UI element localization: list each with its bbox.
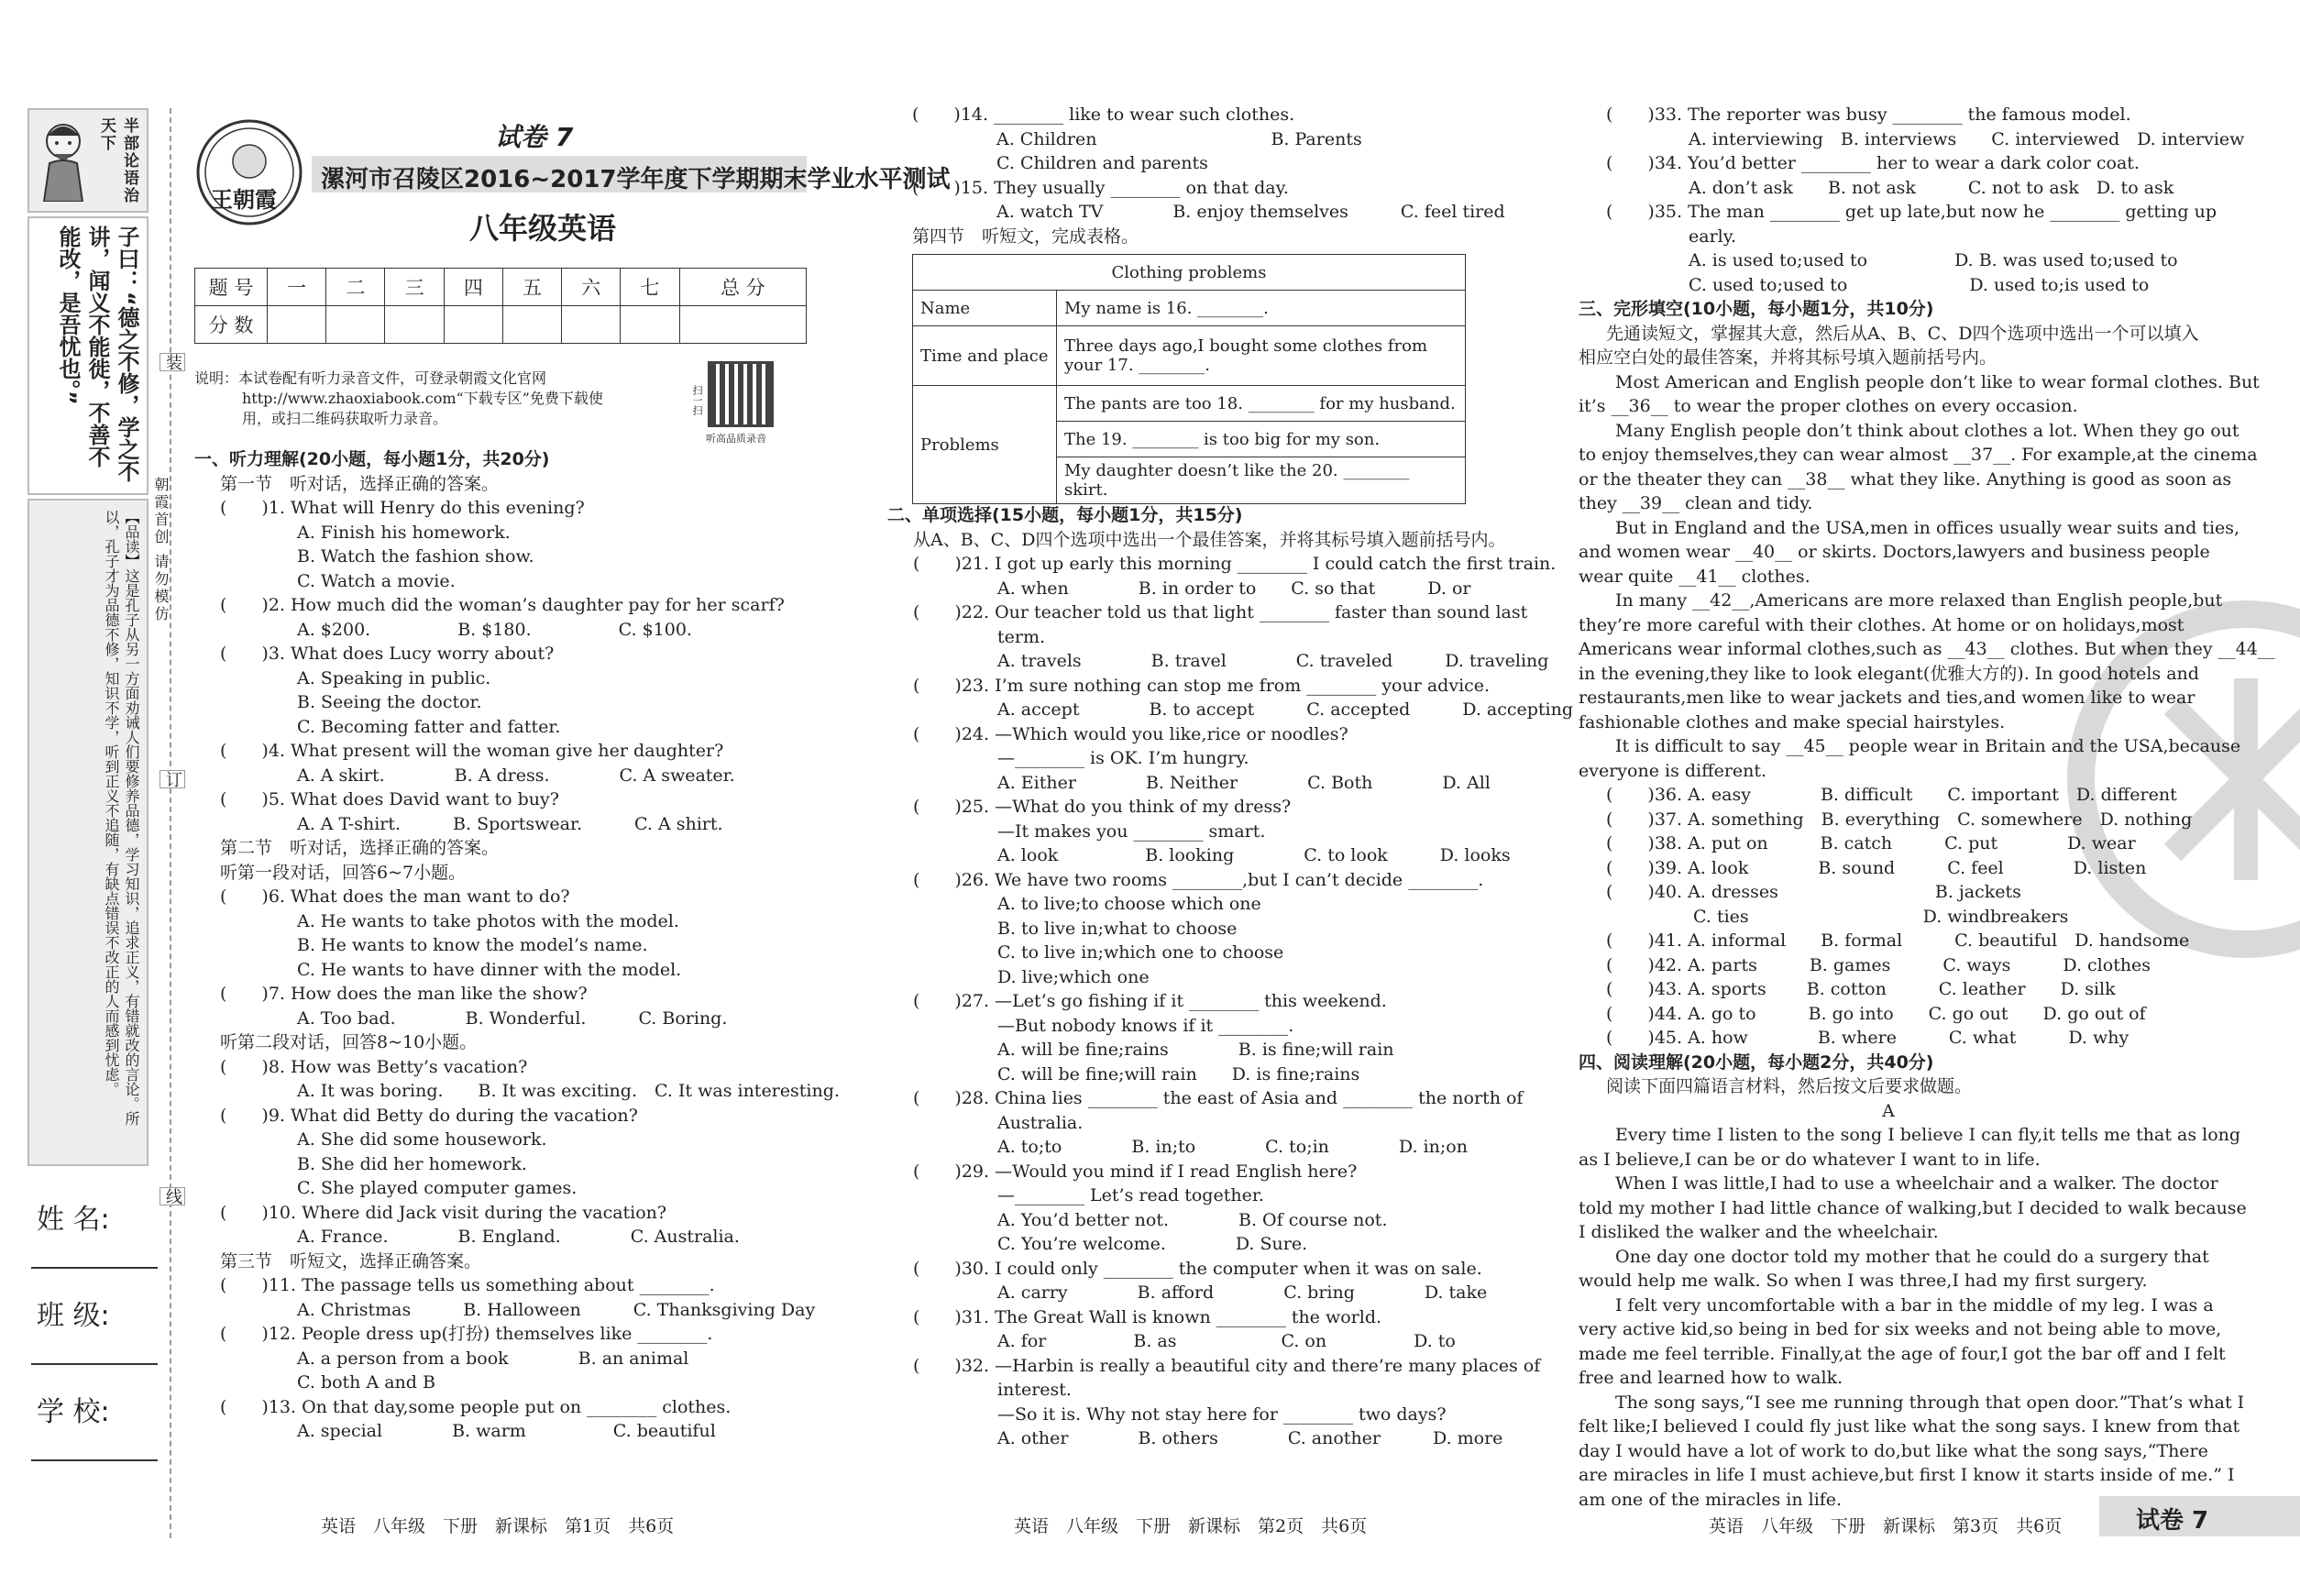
option: C. She played computer games. — [297, 1178, 578, 1198]
option: A. carry B. afford C. bring D. take — [997, 1282, 1488, 1303]
publisher-logo — [194, 117, 304, 227]
section-heading: 二、单项选择(15小题，每小题1分，共15分) — [887, 505, 1243, 525]
question-cont: interest. — [997, 1380, 1072, 1400]
series-name: 半部论语治天下 — [97, 117, 138, 204]
question: ( )2. How much did the woman’s daughter pay for her scarf? — [220, 595, 785, 615]
question: ( )4. What present will the woman give her daughter? — [220, 741, 724, 761]
cloze-option-row: ( )38. A. put on B. catch C. put D. wear — [1606, 833, 2136, 853]
question: ( )7. How does the man like the show? — [220, 984, 588, 1004]
passage-line: When I was little,I had to use a wheelchair and a walker. The doctor — [1615, 1173, 2218, 1194]
question-cont: —So it is. Why not stay here for ________ two days? — [997, 1403, 1447, 1425]
score-header-cell: 四 — [444, 269, 502, 306]
instruction: 听第二段对话，回答8~10小题。 — [220, 1032, 478, 1052]
question: ( )29. —Would you mind if I read English here? — [913, 1161, 1358, 1182]
score-header-cell: 二 — [326, 269, 385, 306]
passage-line: felt like;I believed I could fly just like what the song says. I knew from that — [1579, 1416, 2240, 1436]
passage-line: I disliked the walker and the wheelchair. — [1579, 1222, 1939, 1242]
subject-title: 八年级英语 — [469, 211, 617, 246]
quote-box — [28, 216, 149, 495]
passage-line: One day one doctor told my mother that he could do a surgery that — [1615, 1246, 2209, 1267]
series-box — [28, 108, 149, 213]
score-header-cell: 七 — [621, 269, 679, 306]
option: A. $200. B. $180. C. $100. — [297, 619, 692, 640]
question-cont: —________ is OK. I’m hungry. — [997, 748, 1249, 768]
footer-badge: 试卷 7 — [2136, 1507, 2209, 1535]
cloze-option-row: ( )40. A. dresses B. jackets — [1606, 882, 2021, 902]
question-cont: —It makes you ________ smart. — [997, 820, 1266, 842]
score-table — [194, 268, 807, 344]
option: A. You’d better not. B. Of course not. — [997, 1209, 1388, 1230]
cut-line — [170, 108, 171, 1538]
passage-line: to enjoy themselves,they can wear almost __37__. For example,at the cinema — [1579, 445, 2258, 465]
passage-line: would help me walk. So when I was three,I had my first surgery. — [1579, 1271, 2148, 1291]
option: A. is used to;used to D. B. was used to;used to — [1689, 250, 2178, 270]
passage-line: In many __42__,Americans are more relaxed than English people,but — [1615, 590, 2223, 611]
qr-code[interactable] — [708, 361, 774, 427]
score-header-cell: 三 — [385, 269, 444, 306]
logo-text: 王朝霞 — [211, 187, 277, 213]
option: A. other B. others C. another D. more — [997, 1428, 1503, 1448]
passage-line: or the theater they can __38__ what they like. Anything is good as soon as — [1579, 468, 2232, 490]
score-cell[interactable] — [621, 306, 679, 344]
class-label: 班 级: — [37, 1300, 110, 1332]
confucius-quote: 子曰：“德之不修，学之不讲，闻义不能徙，不善不能改，是吾忧也。” — [55, 226, 139, 482]
question: ( )5. What does David want to buy? — [220, 789, 559, 809]
option: A. Children B. Parents — [996, 128, 1362, 149]
cloze-option-row: ( )43. A. sports B. cotton C. leather D. silk — [1606, 979, 2116, 999]
score-cell[interactable] — [562, 306, 621, 344]
score-cell[interactable] — [502, 306, 561, 344]
question: ( )8. How was Betty’s vacation? — [220, 1056, 528, 1077]
passage-line: But in England and the USA,men in offices usually wear suits and ties, — [1615, 517, 2240, 538]
question-cont: —________ Let’s read together. — [997, 1185, 1264, 1205]
option: C. Children and parents — [996, 153, 1208, 173]
instruction: 从A、B、C、D四个选项中选出一个最佳答案，并将其标号填入题前括号内。 — [913, 529, 1506, 550]
option: C. Becoming fatter and fatter. — [297, 716, 561, 737]
score-row-label: 分 数 — [195, 306, 268, 344]
qr-caption: 听高品质录音 — [706, 433, 766, 445]
note-line: 用，或扫二维码获取听力录音。 — [242, 410, 448, 427]
option: B. Seeing the doctor. — [297, 692, 482, 712]
question: ( )25. —What do you think of my dress? — [913, 797, 1292, 817]
school-field[interactable] — [31, 1458, 158, 1461]
score-header-cell: 一 — [268, 269, 326, 306]
option: C. You’re welcome. D. Sure. — [997, 1234, 1308, 1254]
passage-line: fashionable clothes and make special hairstyles. — [1579, 711, 2006, 732]
option: A. A skirt. B. A dress. C. A sweater. — [297, 765, 735, 786]
passage-line: they’re more careful with their clothes. At home or on holidays,most — [1579, 614, 2184, 635]
question: ( )26. We have two rooms ________,but I can’t decide ________. — [913, 869, 1484, 890]
option: A. watch TV B. enjoy themselves C. feel tired — [996, 202, 1505, 222]
question: ( )21. I got up early this morning ________ I could catch the first train. — [913, 554, 1557, 574]
table-row-label: Time and place — [913, 326, 1057, 386]
cloze-option-row: ( )37. A. something B. everything C. somewhere D. nothing — [1606, 809, 2193, 830]
question: ( )3. What does Lucy worry about? — [220, 644, 555, 664]
option: B. She did her homework. — [297, 1153, 527, 1174]
option: A. France. B. England. C. Australia. — [297, 1227, 740, 1247]
subsection-heading: 第四节 听短文，完成表格。 — [912, 226, 1139, 247]
instruction: 听第一段对话，回答6~7小题。 — [220, 862, 467, 883]
question: ( )28. China lies ________ the east of Asia and ________ the north of — [913, 1088, 1524, 1108]
note-line: http://www.zhaoxiabook.com“下载专区”免费下载使 — [242, 390, 603, 407]
question: ( )33. The reporter was busy ________ the famous model. — [1606, 105, 2131, 125]
cut-label-1: 装 — [160, 353, 185, 371]
commentary-box — [28, 499, 149, 1166]
question: ( )12. People dress up(打扮) themselves like ________. — [220, 1324, 713, 1344]
option: C. Watch a movie. — [297, 570, 456, 591]
cloze-option-row: ( )39. A. look B. sound C. feel D. listen — [1606, 857, 2147, 878]
paper-label: 试卷 7 — [495, 122, 574, 152]
option: B. He wants to know the model’s name. — [297, 935, 648, 955]
passage-line: Most American and English people don’t like to wear formal clothes. But — [1615, 371, 2260, 392]
option: A. Either B. Neither C. Both D. All — [997, 772, 1491, 793]
confucius-illustration — [37, 117, 90, 202]
passage-line: restaurants,men like to wear jackets and ties,and women like to wear — [1579, 688, 2195, 708]
option: A. special B. warm C. beautiful — [297, 1421, 716, 1441]
question-cont: early. — [1689, 226, 1736, 247]
table-row-text: The 19. ________ is too big for my son. — [1057, 422, 1466, 457]
cloze-option-row: ( )45. A. how B. where C. what D. why — [1606, 1028, 2129, 1048]
passage-line: and women wear __40__ or skirts. Doctors,lawyers and business people — [1579, 542, 2210, 562]
name-label: 姓 名: — [37, 1204, 110, 1236]
passage-title: A — [1882, 1100, 1895, 1121]
table-row-label: Problems — [913, 386, 1057, 504]
table-row-text: Three days ago,I bought some clothes from your 17. ________. — [1057, 326, 1466, 386]
option: A. Too bad. B. Wonderful. C. Boring. — [297, 1007, 728, 1029]
subsection-heading: 第二节 听对话，选择正确的答案。 — [220, 838, 500, 858]
school-label: 学 校: — [37, 1396, 110, 1428]
option: A. travels B. travel C. traveled D. traveling — [997, 651, 1549, 671]
option: A. a person from a book B. an animal — [297, 1348, 689, 1369]
option: B. Watch the fashion show. — [297, 546, 534, 567]
passage-line: in the evening,they like to look elegant(优雅大方的). In good hotels and — [1579, 663, 2199, 684]
question: ( )32. —Harbin is really a beautiful city and there’re many places of — [913, 1355, 1541, 1376]
score-header-cell: 题 号 — [195, 269, 268, 306]
sidebar — [28, 108, 151, 1162]
table-title: Clothing problems — [913, 255, 1466, 291]
option: D. live;which one — [997, 966, 1150, 987]
question: ( )14. ________ like to wear such clothes. — [912, 105, 1295, 125]
question: ( )15. They usually ________ on that day. — [912, 177, 1289, 198]
subsection-heading: 第三节 听短文，选择正确答案。 — [220, 1250, 482, 1271]
question: ( )1. What will Henry do this evening? — [220, 498, 585, 518]
passage-line: everyone is different. — [1579, 760, 1767, 781]
option: A. He wants to take photos with the model. — [297, 910, 679, 931]
cloze-option-row: ( )42. A. parts B. games C. ways D. clothes — [1606, 954, 2151, 975]
option: A. accept B. to accept C. accepted D. accepting — [997, 699, 1574, 720]
column-2 — [912, 106, 1508, 252]
clothing-table — [912, 254, 1466, 504]
passage-line: very active kid,so being in bed for six weeks and not being able to move, — [1579, 1319, 2222, 1339]
cloze-option-row: ( )44. A. go to B. go into C. go out D. go out of — [1606, 1003, 2146, 1024]
scan-label: 扫一扫 — [691, 385, 703, 415]
note-line: 说明：本试卷配有听力录音文件，可登录朝霞文化官网 — [194, 369, 547, 387]
question: ( )6. What does the man want to do? — [220, 886, 570, 907]
option: A. to live;to choose which one — [997, 894, 1261, 914]
question-cont: Australia. — [997, 1112, 1084, 1133]
passage-line: free and learned how to walk. — [1579, 1368, 1843, 1388]
instruction: 阅读下面四篇语言材料，然后按文后要求做题。 — [1606, 1076, 1973, 1096]
score-cell[interactable] — [444, 306, 502, 344]
question: ( )13. On that day,some people put on ________ clothes. — [220, 1396, 732, 1417]
question: ( )9. What did Betty do during the vacation? — [220, 1105, 638, 1126]
option: A. It was boring. B. It was exciting. C. It was interesting. — [297, 1081, 840, 1101]
question-cont: term. — [997, 626, 1046, 647]
question: ( )31. The Great Wall is known ________ the world. — [913, 1306, 1382, 1327]
option: A. will be fine;rains B. is fine;will rain — [997, 1040, 1394, 1060]
score-header-cell: 六 — [562, 269, 621, 306]
option: A. interviewing B. interviews C. interviewed D. interview — [1689, 128, 2245, 149]
option: A. look B. looking C. to look D. looks — [997, 845, 1511, 865]
option: A. Finish his homework. — [297, 522, 511, 543]
name-field[interactable] — [31, 1265, 158, 1269]
column-2-lower — [887, 505, 1574, 1455]
table-row-text: My name is 16. ________. — [1057, 291, 1466, 326]
passage-line: told my mother I had little chance of walking,but I decided to walk because — [1579, 1197, 2247, 1218]
section-heading: 四、阅读理解(20小题，每小题2分，共40分) — [1579, 1051, 1934, 1073]
option: A. A T-shirt. B. Sportswear. C. A shirt. — [297, 813, 723, 834]
footer-page-2: 英语 八年级 下册 新课标 第2页 共6页 — [1014, 1516, 1368, 1536]
passage-line: day I would have a lot of work to do,but like what the song says,“There — [1579, 1440, 2208, 1461]
question: ( )35. The man ________ get up late,but now he ________ getting up — [1606, 202, 2217, 222]
instruction: 相应空白处的最佳答案，并将其标号填入题前括号内。 — [1579, 347, 1997, 368]
table-row-text: My daughter doesn’t like the 20. ________ skirt. — [1057, 457, 1466, 504]
option: A. for B. as C. on D. to — [997, 1331, 1456, 1351]
score-cell[interactable] — [679, 306, 806, 344]
passage-line: The song says,“I see me running through that open door.”That’s what I — [1615, 1392, 2245, 1413]
option: A. Christmas B. Halloween C. Thanksgiving Day — [297, 1299, 816, 1320]
option: A. She did some housework. — [297, 1129, 547, 1150]
instruction: 先通读短文，掌握其大意，然后从A、B、C、D四个选项中选出一个可以填入 — [1606, 323, 2199, 344]
passage-line: as I believe,I can be or do whatever I want to in life. — [1579, 1149, 2041, 1170]
option: C. will be fine;will rain D. is fine;rains — [997, 1063, 1360, 1084]
cut-label-2: 订 — [160, 770, 185, 788]
column-1 — [194, 449, 840, 1447]
passage-line: are miracles in life I must achieve,but first I know it starts inside of me.” I — [1579, 1465, 2235, 1485]
passage-line: wear quite __41__ clothes. — [1579, 566, 1810, 587]
option: B. to live in;what to choose — [997, 918, 1238, 939]
passage-line: am one of the miracles in life. — [1579, 1489, 1843, 1510]
passage-line: they __39__ clean and tidy. — [1579, 493, 1813, 513]
question: ( )27. —Let’s go fishing if it ________ this weekend. — [913, 991, 1387, 1011]
question: ( )10. Where did Jack visit during the vacation? — [220, 1202, 667, 1223]
passage-line: Every time I listen to the song I believe I can fly,it tells me that as long — [1615, 1125, 2241, 1145]
passage-line: Americans wear informal clothes,such as __43__ clothes. But when they __44__ — [1579, 639, 2275, 659]
cut-label-3: 线 — [160, 1187, 185, 1205]
class-field[interactable] — [31, 1361, 158, 1365]
score-header-cell: 总 分 — [679, 269, 806, 306]
passage-line: I felt very uncomfortable with a bar in the middle of my leg. I was a — [1615, 1294, 2214, 1315]
cloze-option-row: ( )41. A. informal B. formal C. beautiful D. handsome — [1606, 930, 2190, 951]
score-cell[interactable] — [268, 306, 326, 344]
copyright-mark: 朝霞首创 请勿模仿 — [152, 477, 170, 624]
commentary-text: 【品读】这是孔子从另一方面劝诫人们要修养品德，学习知识，追求正义，有错就改的言论。所以，孔子才为品德不修，知识不学，听到正义不追随，有缺点错误不改正的人而感到忧虑。 — [103, 510, 140, 1126]
exam-title: 漯河市召陵区2016~2017学年度下学期期末学业水平测试 — [321, 166, 951, 193]
question: ( )34. You’d better ________ her to wear a dark color coat. — [1606, 153, 2140, 173]
column-3 — [1579, 105, 2275, 1515]
option: A. Speaking in public. — [297, 667, 491, 688]
passage-line: made me feel terrible. Finally,at the age of four,I got the bar off and I felt — [1579, 1343, 2226, 1364]
option: C. He wants to have dinner with the model. — [297, 959, 682, 980]
passage-line: It is difficult to say __45__ people wear in Britain and the USA,because — [1615, 736, 2241, 756]
footer-page-3: 英语 八年级 下册 新课标 第3页 共6页 — [1709, 1516, 2063, 1536]
option: C. both A and B — [297, 1372, 435, 1392]
section-heading: 三、完形填空(10小题，每小题1分，共10分) — [1579, 299, 1934, 319]
subsection-heading: 第一节 听对话，选择正确的答案。 — [220, 473, 500, 494]
question-cont: —But nobody knows if it ________. — [997, 1015, 1294, 1036]
note-block — [194, 369, 603, 429]
question: ( )23. I’m sure nothing can stop me from ________ your advice. — [913, 675, 1491, 696]
question: ( )22. Our teacher told us that light ________ faster than sound last — [913, 602, 1528, 622]
option: C. to live in;which one to choose — [997, 942, 1284, 963]
passage-line: it’s __36__ to wear the proper clothes on every occasion. — [1579, 396, 2078, 416]
table-row-label: Name — [913, 291, 1057, 326]
question: ( )24. —Which would you like,rice or noodles? — [913, 723, 1348, 744]
cloze-option-row: C. ties D. windbreakers — [1606, 906, 2069, 927]
option: C. used to;used to D. used to;is used to — [1689, 274, 2150, 295]
passage-line: Many English people don’t think about clothes a lot. When they go out — [1615, 420, 2239, 441]
question: ( )30. I could only ________ the computer when it was on sale. — [913, 1258, 1482, 1279]
question: ( )11. The passage tells us something about ________. — [220, 1275, 715, 1295]
section-heading: 一、听力理解(20小题，每小题1分，共20分) — [194, 449, 550, 469]
score-cell[interactable] — [326, 306, 385, 344]
footer-page-1: 英语 八年级 下册 新课标 第1页 共6页 — [321, 1516, 675, 1536]
cloze-option-row: ( )36. A. easy B. difficult C. important D. different — [1606, 785, 2177, 805]
option: A. to;to B. in;to C. to;in D. in;on — [997, 1137, 1468, 1157]
option: A. when B. in order to C. so that D. or — [997, 578, 1471, 599]
score-header-cell: 五 — [502, 269, 561, 306]
option: A. don’t ask B. not ask C. not to ask D. to ask — [1689, 177, 2174, 198]
table-row-text: The pants are too 18. ________ for my husband. — [1057, 386, 1466, 422]
score-cell[interactable] — [385, 306, 444, 344]
